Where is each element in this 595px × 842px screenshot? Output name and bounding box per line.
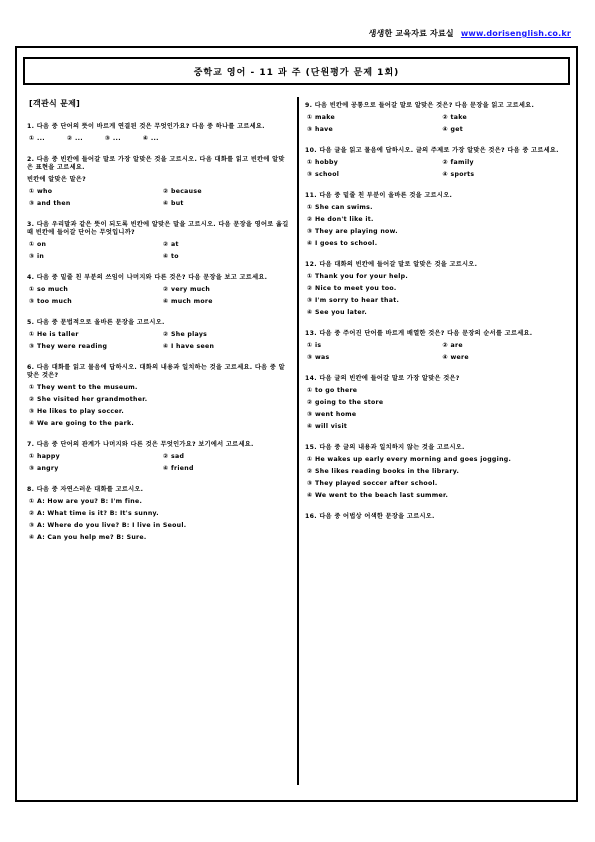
answer-options <box>27 135 289 143</box>
answer-option[interactable]: ④ I have seen <box>163 343 215 350</box>
answer-option[interactable]: ③ ... <box>104 135 121 142</box>
answer-option[interactable]: ① happy <box>29 453 60 460</box>
answer-option[interactable]: ④ We are going to the park. <box>29 420 135 427</box>
answer-option[interactable]: ② A: What time is it? B: It's sunny. <box>29 510 159 517</box>
answer-option[interactable]: ④ sports <box>442 171 475 178</box>
answer-option[interactable]: ③ They are playing now. <box>307 228 398 235</box>
answer-option[interactable]: ② family <box>442 159 474 166</box>
answer-option[interactable]: ① to go there <box>307 387 358 394</box>
answer-option[interactable]: ③ They played soccer after school. <box>307 480 438 487</box>
answer-option[interactable]: ④ friend <box>163 465 194 472</box>
answer-option[interactable]: ④ ... <box>142 135 159 142</box>
source-link[interactable]: www.dorisenglish.co.kr <box>460 29 571 38</box>
question-item <box>27 221 289 261</box>
answer-option[interactable]: ② ... <box>66 135 83 142</box>
question-item <box>27 156 289 208</box>
question-stem: 15. 다음 중 글의 내용과 일치하지 않는 것을 고르시오. <box>305 444 465 451</box>
question-item <box>305 192 570 248</box>
answer-option[interactable]: ① on <box>29 241 47 248</box>
answer-option[interactable]: ③ in <box>29 253 45 260</box>
answer-option[interactable]: ① is <box>307 342 322 349</box>
answer-options <box>305 114 570 134</box>
answer-option[interactable]: ① He is taller <box>29 331 79 338</box>
answer-option[interactable]: ① hobby <box>307 159 339 166</box>
answer-option[interactable]: ③ went home <box>307 411 357 418</box>
answer-option[interactable]: ② going to the store <box>307 399 384 406</box>
answer-option[interactable]: ④ I goes to school. <box>307 240 378 247</box>
answer-option[interactable]: ③ angry <box>29 465 59 472</box>
question-item <box>27 364 289 428</box>
answer-option[interactable]: ① who <box>29 188 53 195</box>
answer-option[interactable]: ③ have <box>307 126 334 133</box>
right-column <box>305 96 570 534</box>
question-stem: 8. 다음 중 자연스러운 대화를 고르시오. <box>27 486 144 493</box>
answer-options <box>305 342 570 362</box>
question-item <box>305 261 570 317</box>
question-item <box>27 319 289 351</box>
answer-option[interactable]: ③ was <box>307 354 330 361</box>
answer-option[interactable]: ② sad <box>163 453 185 460</box>
answer-options <box>27 241 289 261</box>
question-stem: 5. 다음 중 문법적으로 올바른 문장을 고르시오. <box>27 319 165 326</box>
answer-option[interactable]: ④ A: Can you help me? B: Sure. <box>29 534 147 541</box>
answer-option[interactable]: ④ to <box>163 253 179 260</box>
question-item <box>27 486 289 542</box>
question-stem: 4. 다음 중 밑줄 친 부분의 쓰임이 나머지와 다른 것은? 다음 문장을 보고 고르세요. <box>27 274 268 281</box>
question-item <box>305 513 570 521</box>
question-stem: 6. 다음 대화를 읽고 물음에 답하시오. 대화의 내용과 일치하는 것을 고르세요. 다음 중 알맞은 것은? <box>27 364 285 379</box>
answer-option[interactable]: ④ get <box>442 126 463 133</box>
question-item <box>305 102 570 134</box>
question-item <box>305 147 570 179</box>
answer-option[interactable]: ③ too much <box>29 298 72 305</box>
answer-option[interactable]: ② She plays <box>163 331 208 338</box>
answer-option[interactable]: ① so much <box>29 286 69 293</box>
question-item <box>27 123 289 143</box>
answer-option[interactable]: ② She likes reading books in the library. <box>307 468 460 475</box>
question-stem: 1. 다음 중 단어의 뜻이 바르게 연결된 것은 무엇인가요? 다음 중 하나를 고르세요. <box>27 123 265 130</box>
answer-options <box>27 498 289 542</box>
question-stem: 16. 다음 중 어법상 어색한 문장을 고르시오. <box>305 513 435 520</box>
answer-option[interactable]: ② are <box>442 342 463 349</box>
answer-option[interactable]: ① He wakes up early every morning and goes jogging. <box>307 456 512 463</box>
question-extra: 빈칸에 알맞은 말은? <box>27 176 87 183</box>
source-line <box>369 28 571 39</box>
answer-options <box>305 204 570 248</box>
answer-option[interactable]: ④ See you later. <box>307 309 368 316</box>
answer-option[interactable]: ④ much more <box>163 298 213 305</box>
column-divider <box>297 97 299 785</box>
source-text: 생생한 교육자료 자료실 <box>368 29 454 38</box>
answer-option[interactable]: ② because <box>163 188 202 195</box>
answer-option[interactable]: ③ I'm sorry to hear that. <box>307 297 400 304</box>
question-stem: 9. 다음 빈칸에 공통으로 들어갈 말로 알맞은 것은? 다음 문장을 읽고 고르세요. <box>305 102 535 109</box>
answer-options <box>27 188 289 208</box>
answer-option[interactable]: ③ A: Where do you live? B: I live in Seoul. <box>29 522 187 529</box>
answer-option[interactable]: ④ will visit <box>307 423 348 430</box>
answer-option[interactable]: ① ... <box>29 135 45 142</box>
answer-options <box>27 331 289 351</box>
answer-option[interactable]: ② at <box>163 241 179 248</box>
answer-option[interactable]: ① They went to the museum. <box>29 384 138 391</box>
section-heading: [객관식 문제] <box>29 99 81 108</box>
question-stem: 2. 다음 중 빈칸에 들어갈 말로 가장 알맞은 것을 고르시오. 다음 대화를 읽고 빈칸에 알맞은 표현을 고르세요. <box>27 156 285 171</box>
answer-option[interactable]: ③ They were reading <box>29 343 108 350</box>
answer-options <box>305 456 570 500</box>
question-stem: 14. 다음 글의 빈칸에 들어갈 말로 가장 알맞은 것은? <box>305 375 460 382</box>
answer-option[interactable]: ② Nice to meet you too. <box>307 285 397 292</box>
question-stem: 11. 다음 중 밑줄 친 부분이 올바른 것을 고르시오. <box>305 192 453 199</box>
answer-option[interactable]: ④ We went to the beach last summer. <box>307 492 449 499</box>
answer-option[interactable]: ② take <box>442 114 467 121</box>
answer-options <box>27 384 289 428</box>
answer-options <box>305 387 570 431</box>
answer-option[interactable]: ② very much <box>163 286 211 293</box>
answer-option[interactable]: ① Thank you for your help. <box>307 273 409 280</box>
question-stem: 13. 다음 중 주어진 단어를 바르게 배열한 것은? 다음 문장의 순서를 고르세요. <box>305 330 533 337</box>
answer-option[interactable]: ① She can swims. <box>307 204 373 211</box>
answer-option[interactable]: ③ He likes to play soccer. <box>29 408 125 415</box>
answer-options <box>27 286 289 306</box>
question-item <box>305 444 570 500</box>
answer-options <box>305 273 570 317</box>
answer-option[interactable]: ① A: How are you? B: I'm fine. <box>29 498 143 505</box>
answer-option[interactable]: ④ but <box>163 200 184 207</box>
question-stem: 3. 다음 우리말과 같은 뜻이 되도록 빈칸에 알맞은 말을 고르시오. 다음 문장을 영어로 옮길 때 빈칸에 들어갈 단어는 무엇입니까? <box>27 221 289 236</box>
left-column <box>27 96 289 555</box>
answer-option[interactable]: ② He don't like it. <box>307 216 374 223</box>
question-stem: 12. 다음 대화의 빈칸에 들어갈 말로 알맞은 것을 고르시오. <box>305 261 478 268</box>
answer-option[interactable]: ③ and then <box>29 200 71 207</box>
question-item <box>305 330 570 362</box>
question-stem: 7. 다음 중 단어의 관계가 나머지와 다른 것은 무엇인가요? 보기에서 고르세요. <box>27 441 254 448</box>
worksheet-title: 중학교 영어 - 11 과 주 (단원평가 문제 1회) <box>23 57 570 85</box>
answer-option[interactable]: ③ school <box>307 171 340 178</box>
question-stem: 10. 다음 글을 읽고 물음에 답하시오. 글의 주제로 가장 알맞은 것은? 다음 중 고르세요. <box>305 147 559 154</box>
question-item <box>305 375 570 431</box>
answer-options <box>305 159 570 179</box>
answer-options <box>27 453 289 473</box>
answer-option[interactable]: ① make <box>307 114 335 121</box>
question-item <box>27 441 289 473</box>
answer-option[interactable]: ② She visited her grandmother. <box>29 396 148 403</box>
answer-option[interactable]: ④ were <box>442 354 469 361</box>
question-item <box>27 274 289 306</box>
